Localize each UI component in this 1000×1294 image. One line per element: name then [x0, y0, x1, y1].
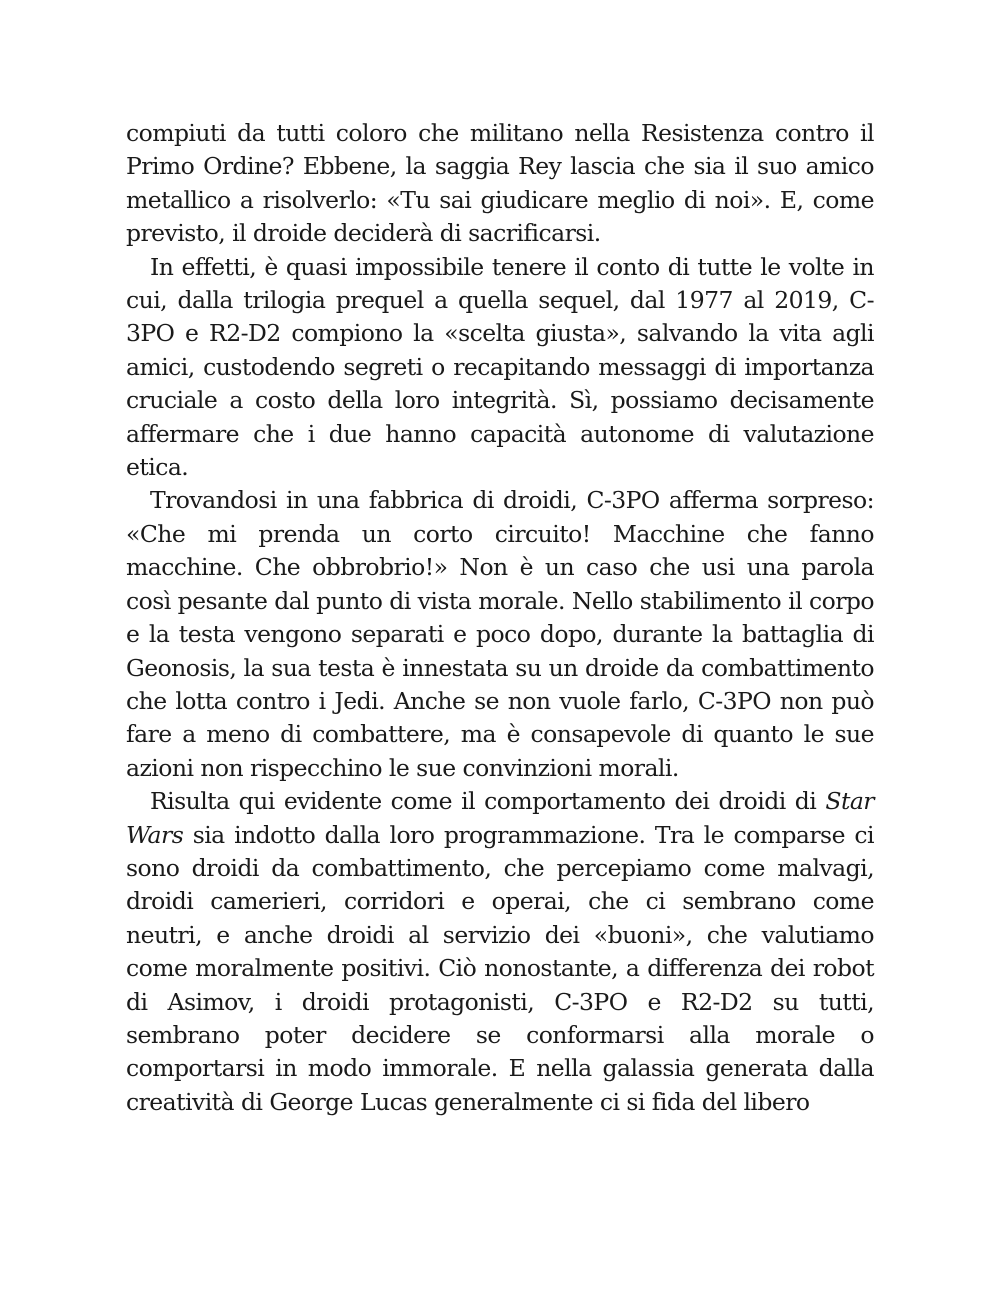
paragraph-1: compiuti da tutti coloro che militano nella Resistenza contro il Primo Ordine? Ebbene, la saggia Rey lascia che sia il suo amico metallico a risolverlo: «Tu sai giudicare meglio di noi». E, come previsto, il droide deciderà di sacrificarsi.: [126, 119, 874, 248]
paragraph-4-text-after-title: sia indotto dalla loro programmazione. Tra le comparse ci sono droidi da combattimento, che percepiamo come malvagi, droidi camerieri, corridori e operai, che ci sembrano come neutri, e anche droidi al servizio dei «buoni», che valutiamo come moralmente positivi. Ciò nonostante, a differenza dei robot di Asimov, i droidi protagonisti, C-3PO e R2-D2 su tutti, sembrano poter decidere se conformarsi alla morale o comportarsi in modo immorale. E nella galassia generata dalla creatività di George Lucas generalmente ci si fida del libero: [126, 820, 874, 1116]
paragraph-2: In effetti, è quasi impossibile tenere il conto di tutte le volte in cui, dalla trilogia prequel a quella sequel, dal 1977 al 2019, C-3PO e R2-D2 compiono la «scelta giusta», salvando la vita agli amici, custodendo segreti o recapitando messaggi di importanza cruciale a costo della loro integrità. Sì, possiamo decisamente affermare che i due hanno capacità autonome di valutazione etica.: [126, 252, 874, 482]
paragraph-3: Trovandosi in una fabbrica di droidi, C-3PO afferma sorpreso: «Che mi prenda un corto circuito! Macchine che fanno macchine. Che obbrobrio!» Non è un caso che usi una parola così pesante dal punto di vista morale. Nello stabilimento il corpo e la testa vengono separati e poco dopo, durante la battaglia di Geonosis, la sua testa è innestata su un droide da combattimento che lotta contro i Jedi. Anche se non vuole farlo, C-3PO non può fare a meno di combattere, ma è consapevole di quanto le sue azioni non rispecchino le sue convinzioni morali.: [126, 486, 874, 782]
book-page-text-block: [126, 117, 874, 1119]
paragraph-4-text-before-title: Risulta qui evidente come il comportamento dei droidi di: [150, 787, 826, 816]
film-title-italic: Star Wars: [126, 787, 874, 849]
paragraph-4: [126, 785, 874, 1119]
